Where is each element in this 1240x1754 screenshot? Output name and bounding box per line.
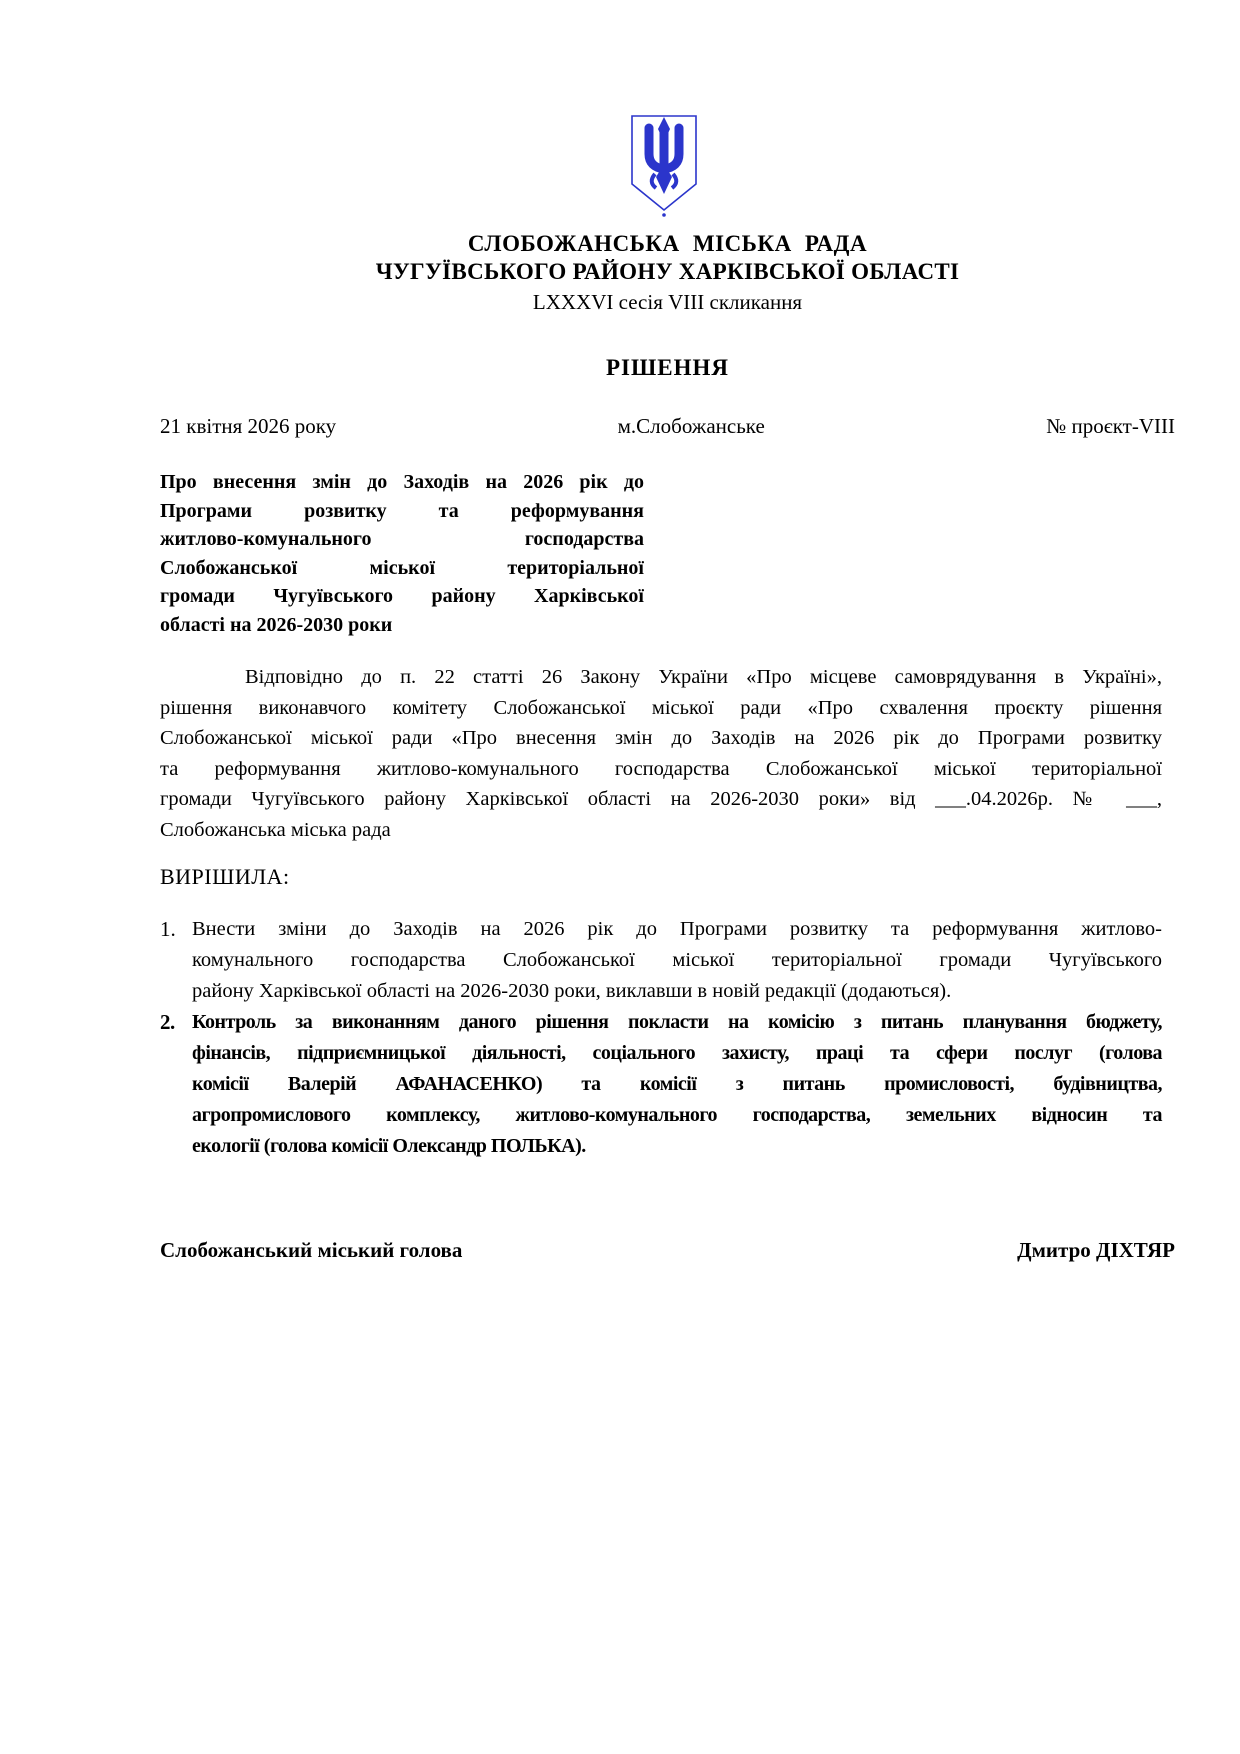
preamble-line: та реформування житлово-комунального господарства Слобожанської міської територіальної	[160, 757, 1162, 780]
subject-line: Програми розвитку та реформування	[160, 499, 644, 522]
item-line: екології (голова комісії Олександр ПОЛЬКА).	[192, 1135, 586, 1157]
document-type-title: РІШЕННЯ	[606, 355, 729, 380]
subject-line: житлово-комунального господарства	[160, 528, 644, 550]
item-line: агропромислового комплексу, житлово-комунального господарства, земельних відносин та	[192, 1104, 1162, 1126]
subject-line: області на 2026-2030 роки	[160, 613, 393, 636]
item-number: 1.	[160, 917, 176, 941]
council-name: СЛОБОЖАНСЬКА МІСЬКА РАДА	[467, 231, 868, 256]
preamble-line: Слобожанської міської ради «Про внесення змін до Заходів на 2026 рік до Програми розвитку	[160, 727, 1162, 749]
document-number: № проєкт-VIII	[1046, 414, 1175, 438]
resolution-item-2	[160, 1007, 1162, 1162]
district-name: ЧУГУЇВСЬКОГО РАЙОНУ ХАРКІВСЬКОЇ ОБЛАСТІ	[375, 259, 960, 284]
item-line: району Харківської області на 2026-2030 роки, виклавши в новій редакції (додаються).	[192, 980, 952, 1002]
session-line: LXXXVI сесія VIII скликання	[532, 290, 803, 314]
subject-line: Слобожанської міської територіальної	[160, 556, 644, 579]
subject-block	[160, 468, 644, 639]
preamble-line: рішення виконавчого комітету Слобожанської міської ради «Про схвалення проєкту рішення	[160, 696, 1162, 719]
subject-line: Про внесення змін до Заходів на 2026 рік до	[160, 471, 644, 493]
ukraine-trident-emblem-icon	[630, 114, 698, 220]
item-line: Внести зміни до Заходів на 2026 рік до Програми розвитку та реформування житлово-	[192, 918, 1162, 940]
signer-name: Дмитро ДІХТЯР	[1017, 1238, 1175, 1262]
item-line: фінансів, підприємницької діяльності, соціального захисту, праці та сфери послуг (голова	[192, 1042, 1162, 1064]
item-number: 2.	[160, 1010, 175, 1034]
preamble-line: Слобожанська міська рада	[160, 818, 391, 841]
document-place: м.Слобожанське	[617, 414, 765, 438]
item-line: Контроль за виконанням даного рішення покласти на комісію з питань планування бюджету,	[192, 1011, 1162, 1033]
resolution-word: ВИРІШИЛА:	[160, 864, 290, 889]
subject-line: громади Чугуївського району Харківської	[160, 585, 644, 607]
item-line: комунального господарства Слобожанської міської територіальної громади Чугуївського	[192, 949, 1162, 971]
resolution-item-1	[160, 914, 1162, 1007]
item-line: комісії Валерій АФАНАСЕНКО) та комісії з питань промисловості, будівництва,	[192, 1073, 1162, 1095]
signer-title: Слобожанський міський голова	[160, 1238, 463, 1262]
preamble-line: Відповідно до п. 22 статті 26 Закону України «Про місцеве самоврядування в Україні»,	[245, 666, 1162, 688]
preamble-paragraph	[160, 662, 1162, 845]
signature-row	[160, 1238, 1175, 1263]
document-date: 21 квітня 2026 року	[160, 414, 337, 438]
meta-row	[160, 414, 1175, 439]
preamble-line: громади Чугуївського району Харківської області на 2026-2030 роки» від ___.04.2026р. № ___,	[160, 788, 1162, 810]
